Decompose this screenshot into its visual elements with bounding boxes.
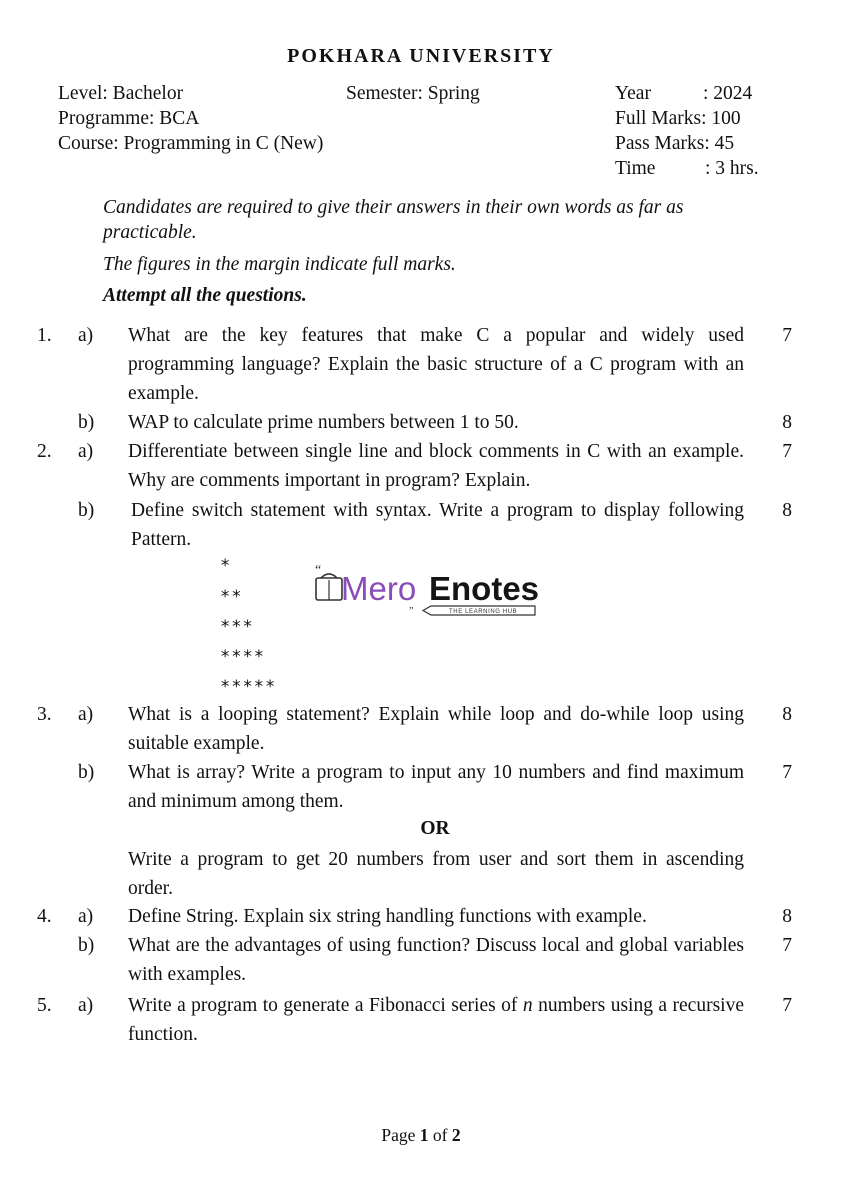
pass-marks-label: Pass Marks: 45 [615,133,735,154]
watermark-word-enotes: Enotes [429,570,540,607]
question-text: What is a looping statement? Explain while loop and do-while loop using suitable example. [128,704,744,754]
question-number: 2. [37,441,52,462]
year-value: : 2024 [703,83,753,104]
question-marks: 7 [782,762,792,783]
question-sub: a) [78,995,94,1016]
footer-total-pages: 2 [451,1125,461,1145]
year-label: Year [615,83,651,104]
question-marks: 8 [782,412,792,433]
full-marks-label: Full Marks: 100 [615,108,741,129]
question-marks: 7 [782,441,792,462]
question-number: 5. [37,995,52,1016]
instruction-margin-marks: The figures in the margin indicate full marks. [103,254,456,275]
svg-text:”: ” [409,606,414,617]
instruction-attempt-all: Attempt all the questions. [103,285,307,306]
question-marks: 8 [782,906,792,927]
question-sub: a) [78,906,94,927]
time-value: : 3 hrs. [705,158,759,179]
question-sub: a) [78,704,94,725]
question-text: Define switch statement with syntax. Write a program to display following Pattern. [131,500,744,550]
pattern-row: * [220,556,232,576]
pattern-row: ** [220,587,243,607]
question-sub: b) [78,762,95,783]
footer-prefix: Page [381,1125,420,1145]
question-marks: 8 [782,500,792,521]
page-footer [0,1125,842,1146]
question-text: What is array? Write a program to input any 10 numbers and find maximum and minimum among them. [128,762,744,812]
question-sub: b) [78,412,95,433]
question-marks: 7 [782,325,792,346]
university-title: POKHARA UNIVERSITY [287,45,555,67]
meroenotes-watermark-logo [313,562,543,618]
question-text: WAP to calculate prime numbers between 1 to 50. [128,412,519,433]
question-text: What are the key features that make C a popular and widely used programming language? Explain the basic structure of a C program with an example. [128,325,744,404]
watermark-word-mero: Mero [341,570,417,607]
question-text: Define String. Explain six string handling functions with example. [128,906,647,927]
book-icon [316,574,342,600]
or-separator: OR [420,818,450,839]
question-sub: b) [78,500,95,521]
question-marks: 7 [782,995,792,1016]
svg-text:“: “ [315,563,322,578]
course-label: Course: Programming in C (New) [58,133,324,154]
question-number: 3. [37,704,52,725]
pattern-row: *** [220,617,254,637]
programme-label: Programme: BCA [58,108,200,129]
time-label: Time [615,158,656,179]
question-text: Write a program to generate a Fibonacci series of n numbers using a recursive function. [128,995,744,1045]
question-text: What are the advantages of using function? Discuss local and global variables with examples. [128,935,744,985]
pattern-row: ***** [220,677,277,697]
watermark-tagline: THE LEARNING HUB [449,609,518,615]
question-text: Differentiate between single line and block comments in C with an example. Why are comments important in program? Explain. [128,441,744,491]
footer-middle: of [428,1125,452,1145]
pattern-row: **** [220,647,265,667]
question-sub: b) [78,935,95,956]
question-text: Write a program to get 20 numbers from user and sort them in ascending order. [128,849,744,899]
question-marks: 7 [782,935,792,956]
footer-current-page: 1 [419,1125,429,1145]
question-number: 4. [37,906,52,927]
question-marks: 8 [782,704,792,725]
question-sub: a) [78,441,94,462]
question-number: 1. [37,325,52,346]
instruction-own-words: Candidates are required to give their answers in their own words as far as practicable. [103,197,684,243]
level-label: Level: Bachelor [58,83,184,104]
semester-label: Semester: Spring [346,83,480,104]
question-sub: a) [78,325,94,346]
